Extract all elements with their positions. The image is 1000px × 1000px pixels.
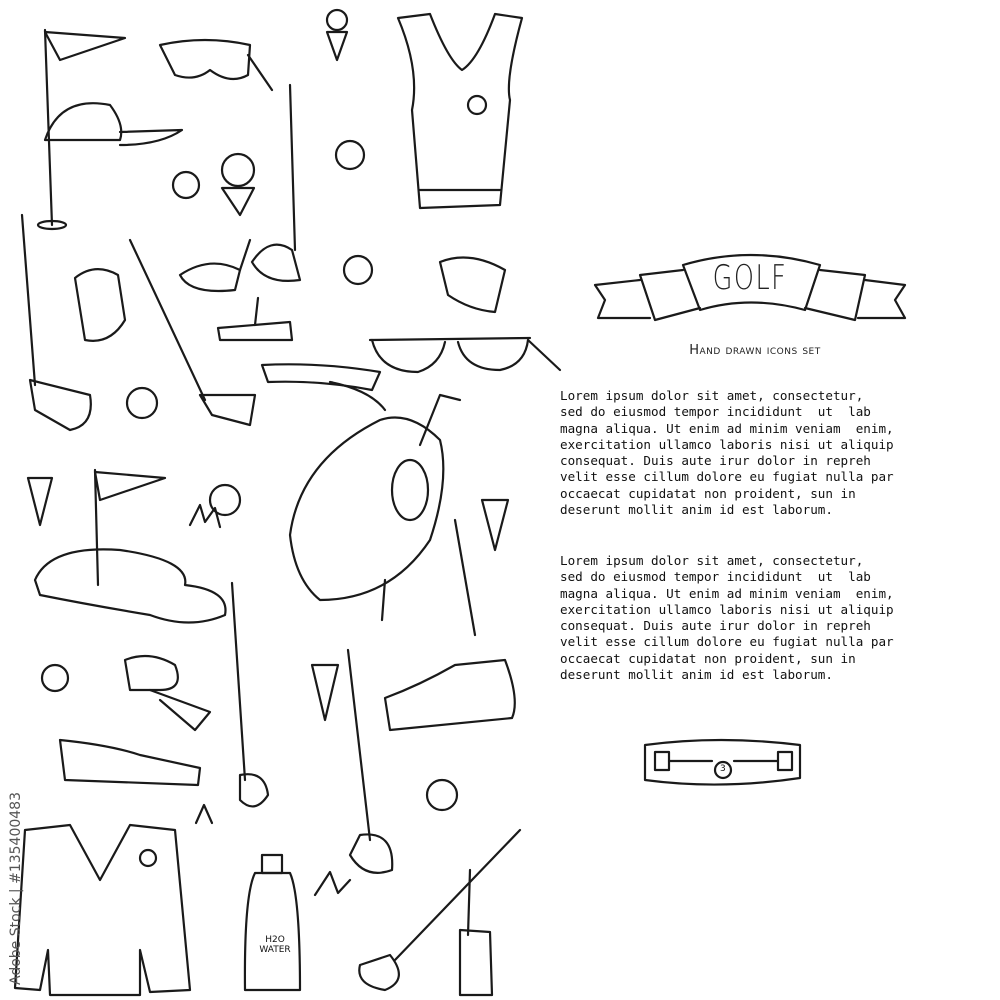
club-head-icon: [440, 258, 505, 313]
text-line: exercitation ullamco laboris nisi ut aliquip: [560, 601, 894, 617]
bottle-label: H2O WATER: [259, 935, 291, 955]
cap-flat-icon: [125, 656, 210, 730]
driver-club-icon-3: [348, 650, 392, 873]
iron-club-icon: [22, 215, 91, 430]
golf-bag-icon: [290, 395, 475, 635]
text-line: exercitation ullamco laboris nisi ut aliquip: [560, 436, 894, 452]
golf-ball-on-tee-icon: [222, 154, 254, 215]
text-line: deserunt mollit anim id est laborum.: [560, 502, 833, 518]
ball-marker-number: 3: [720, 764, 726, 774]
text-line: sed do eiusmod tempor incididunt ut lab: [560, 569, 871, 585]
flag-icon: [38, 30, 125, 229]
goggles-icon: [160, 40, 272, 90]
sunglasses-icon: [370, 338, 560, 372]
visor-icon: [262, 364, 385, 410]
glove-icon: [75, 269, 125, 341]
text-line: occaecat cupidatat non proident, sun in: [560, 650, 856, 666]
wedge-club-icon: [232, 583, 268, 806]
text-line: sed do eiusmod tempor incididunt ut lab: [560, 404, 871, 420]
text-line: Lorem ipsum dolor sit amet, consectetur,: [560, 388, 864, 403]
text-line: deserunt mollit anim id est laborum.: [560, 667, 833, 683]
text-line: velit esse cillum dolore eu fugiat nulla par: [560, 469, 894, 485]
paragraph-1: [560, 388, 980, 518]
putter-club-icon: [359, 830, 520, 990]
putting-green-icon: [35, 470, 226, 623]
ball-marker-icon: [645, 740, 800, 785]
cap-icon: [45, 103, 182, 145]
text-line: magna aliqua. Ut enim ad minim veniam enim,: [560, 420, 894, 436]
text-line: consequat. Duis aute irur dolor in repreh: [560, 618, 871, 634]
text-line: magna aliqua. Ut enim ad minim veniam enim,: [560, 585, 894, 601]
golf-ball-tee-icon: [327, 10, 347, 60]
paragraph-2: [560, 553, 980, 683]
text-line: occaecat cupidatat non proident, sun in: [560, 485, 856, 501]
tee-icon: [28, 478, 508, 720]
text-line: consequat. Duis aute irur dolor in repreh: [560, 453, 871, 469]
banner-subtitle: Hand drawn icons set: [689, 343, 821, 358]
driver-club-icon-2: [180, 240, 250, 291]
driver-club-icon: [252, 85, 300, 281]
golf-ball-icon: [173, 141, 372, 284]
cardigan-icon: [15, 825, 190, 995]
grass-icon: [190, 505, 350, 895]
text-line: velit esse cillum dolore eu fugiat nulla par: [560, 634, 894, 650]
putter-icon: [218, 298, 292, 340]
vest-icon: [398, 14, 522, 208]
stock-watermark: Adobe Stock | #135400483: [8, 792, 24, 985]
text-line: Lorem ipsum dolor sit amet, consectetur,: [560, 553, 864, 568]
banner-title: GOLF: [712, 258, 788, 298]
water-bottle-icon: [245, 855, 300, 990]
